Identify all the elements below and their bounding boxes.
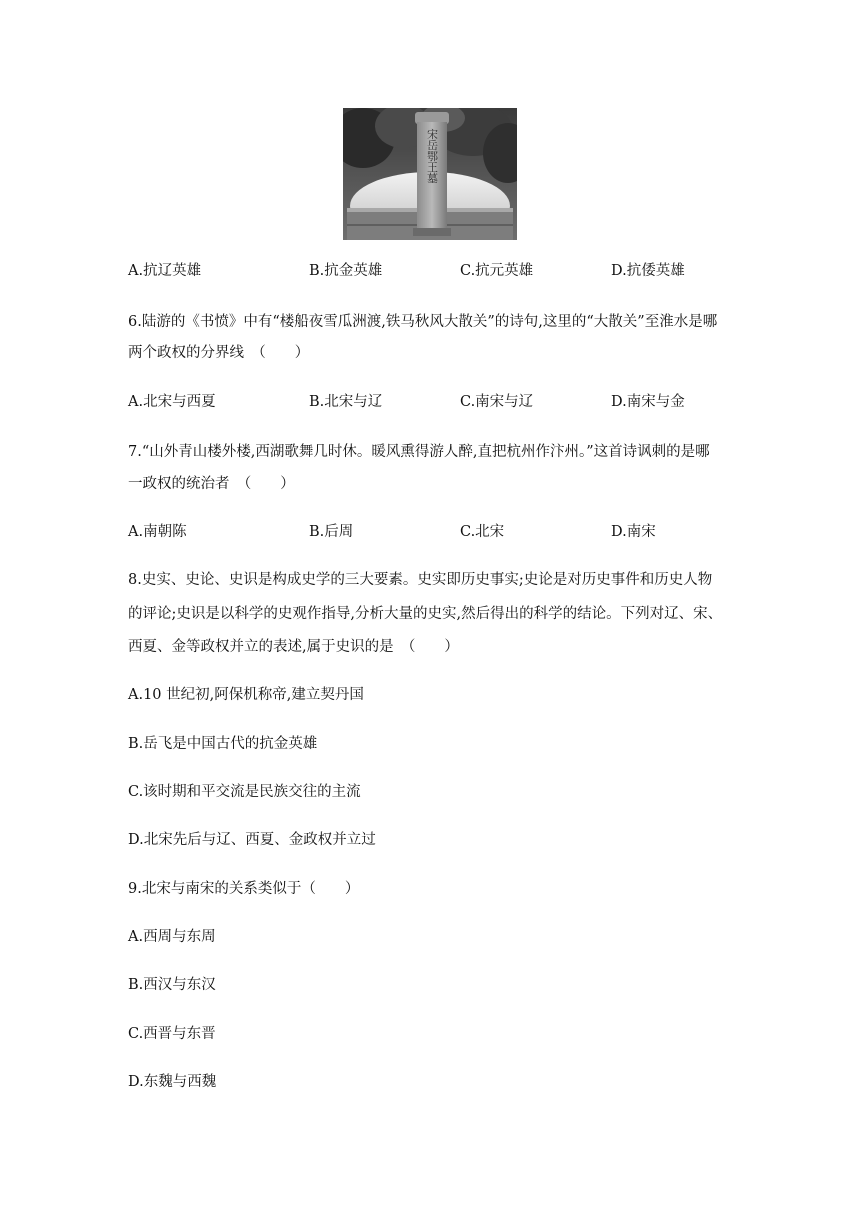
q7-stem-line2: 一政权的统治者 （ ） bbox=[128, 476, 295, 492]
q6-stem-line2: 两个政权的分界线 （ ） bbox=[128, 345, 310, 361]
q6-option-c: C.南宋与辽 bbox=[460, 394, 534, 410]
q8-option-b: B.岳飞是中国古代的抗金英雄 bbox=[128, 736, 318, 752]
q5-option-b: B.抗金英雄 bbox=[309, 263, 383, 279]
stele-inscription: 宋岳鄂王墓 bbox=[425, 128, 439, 184]
q8-stem-line3: 西夏、金等政权并立的表述,属于史识的是 （ ） bbox=[128, 639, 459, 655]
q8-stem-line2: 的评论;史识是以科学的史观作指导,分析大量的史实,然后得出的科学的结论。下列对辽、宋、 bbox=[128, 606, 723, 622]
q7-option-d: D.南宋 bbox=[611, 524, 656, 540]
q8-option-a: A.10 世纪初,阿保机称帝,建立契丹国 bbox=[128, 687, 364, 703]
q5-option-a: A.抗辽英雄 bbox=[128, 263, 202, 279]
q9-option-d: D.东魏与西魏 bbox=[128, 1074, 217, 1090]
q7-option-a: A.南朝陈 bbox=[128, 524, 187, 540]
q5-option-d: D.抗倭英雄 bbox=[611, 263, 685, 279]
q5-option-c: C.抗元英雄 bbox=[460, 263, 534, 279]
q6-option-b: B.北宋与辽 bbox=[309, 394, 383, 410]
q9-stem-line1: 9.北宋与南宋的关系类似于（ ） bbox=[128, 881, 360, 897]
q6-stem-line1: 6.陆游的《书愤》中有“楼船夜雪瓜洲渡,铁马秋风大散关”的诗句,这里的“大散关”至淮水是哪 bbox=[128, 314, 718, 330]
q8-option-c: C.该时期和平交流是民族交往的主流 bbox=[128, 784, 361, 800]
q7-option-b: B.后周 bbox=[309, 524, 354, 540]
q8-stem-line1: 8.史实、史论、史识是构成史学的三大要素。史实即历史事实;史论是对历史事件和历史人物 bbox=[128, 572, 713, 588]
q9-option-a: A.西周与东周 bbox=[128, 929, 216, 945]
q9-option-c: C.西晋与东晋 bbox=[128, 1026, 216, 1042]
q8-option-d: D.北宋先后与辽、西夏、金政权并立过 bbox=[128, 832, 376, 848]
q7-option-c: C.北宋 bbox=[460, 524, 505, 540]
tomb-stele-photo bbox=[343, 108, 517, 240]
q9-option-b: B.西汉与东汉 bbox=[128, 977, 216, 993]
q6-option-a: A.北宋与西夏 bbox=[128, 394, 216, 410]
q7-stem-line1: 7.“山外青山楼外楼,西湖歌舞几时休。暖风熏得游人醉,直把杭州作汴州。”这首诗讽刺的是哪 bbox=[128, 444, 710, 460]
q6-option-d: D.南宋与金 bbox=[611, 394, 685, 410]
